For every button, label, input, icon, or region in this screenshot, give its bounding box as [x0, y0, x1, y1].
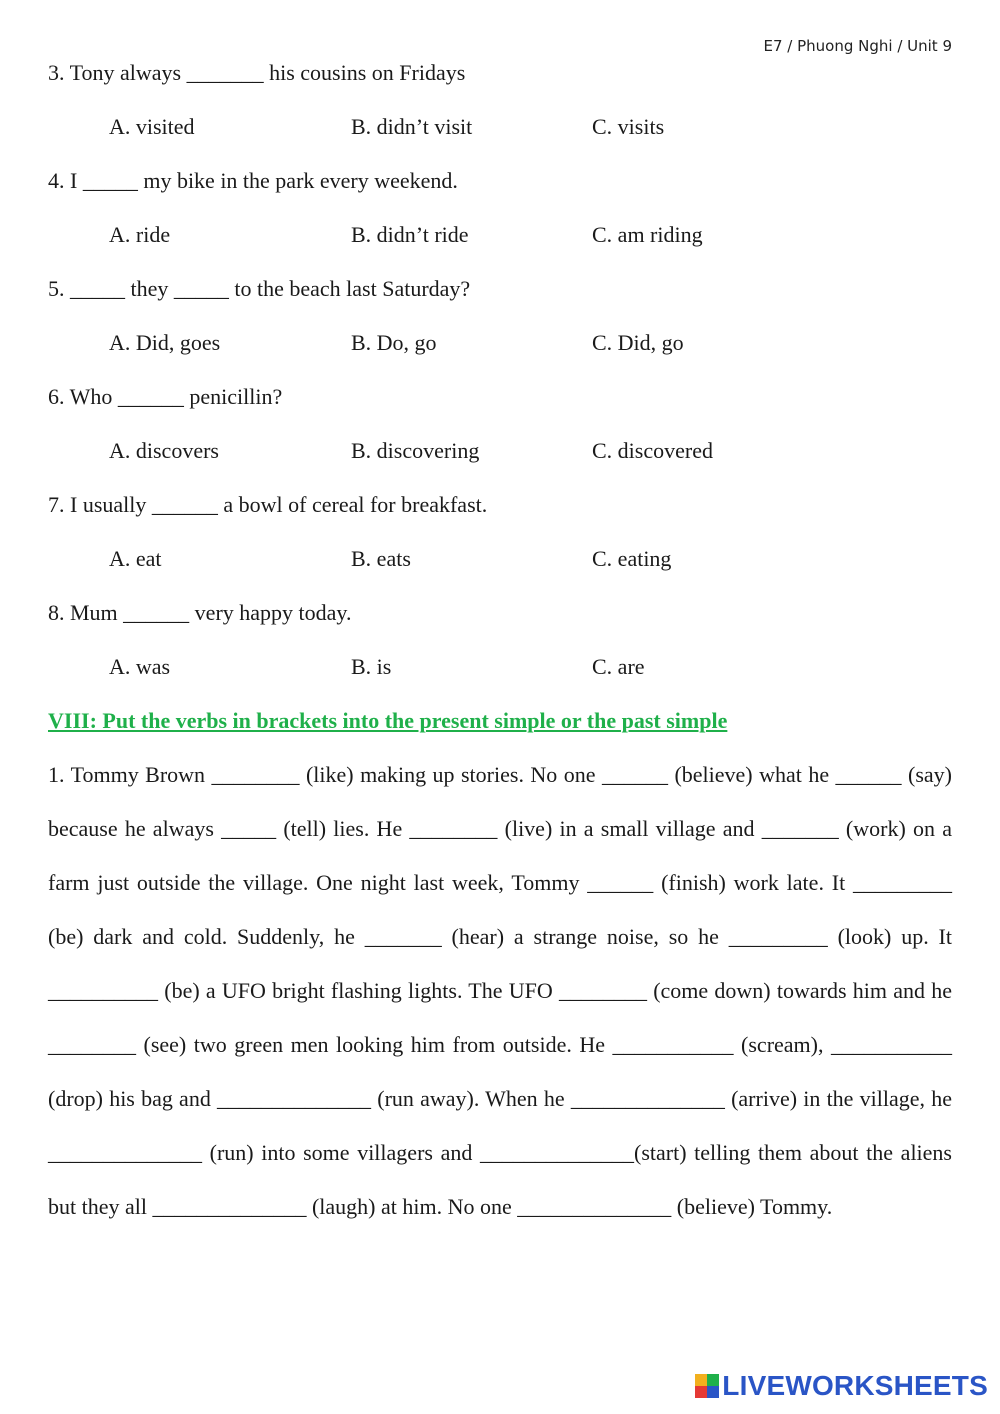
- options-row: [48, 112, 952, 166]
- option-c[interactable]: C. visits: [592, 114, 665, 139]
- option-b[interactable]: B. is: [351, 654, 392, 679]
- options-row: [48, 544, 952, 598]
- question-8: 8. Mum ______ very happy today.: [48, 600, 352, 625]
- liveworksheets-icon: [695, 1374, 719, 1398]
- question-4: 4. I _____ my bike in the park every weekend.: [48, 168, 458, 193]
- option-a[interactable]: A. ride: [109, 222, 171, 247]
- brand-name: LIVEWORKSHEETS: [722, 1370, 988, 1401]
- section-title: VIII: Put the verbs in brackets into the present simple or the past simple: [48, 708, 728, 733]
- question-3: 3. Tony always _______ his cousins on Fridays: [48, 60, 466, 85]
- option-b[interactable]: B. didn’t visit: [351, 114, 473, 139]
- option-a[interactable]: A. eat: [109, 546, 162, 571]
- worksheet-content: [48, 58, 952, 1234]
- question-5: 5. _____ they _____ to the beach last Saturday?: [48, 276, 471, 301]
- question-6: 6. Who ______ penicillin?: [48, 384, 283, 409]
- option-c[interactable]: C. discovered: [592, 438, 713, 463]
- option-b[interactable]: B. didn’t ride: [351, 222, 469, 247]
- option-b[interactable]: B. eats: [351, 546, 411, 571]
- options-row: [48, 436, 952, 490]
- options-row: [48, 220, 952, 274]
- option-b[interactable]: B. discovering: [351, 438, 480, 463]
- option-a[interactable]: A. Did, goes: [109, 330, 221, 355]
- liveworksheets-logo: [695, 1370, 988, 1402]
- options-row: [48, 328, 952, 382]
- option-c[interactable]: C. am riding: [592, 222, 703, 247]
- option-c[interactable]: C. are: [592, 654, 645, 679]
- option-c[interactable]: C. Did, go: [592, 330, 684, 355]
- question-7: 7. I usually ______ a bowl of cereal for breakfast.: [48, 492, 488, 517]
- option-a[interactable]: A. was: [109, 654, 171, 679]
- options-row: [48, 652, 952, 706]
- exercise-paragraph: 1. Tommy Brown ________ (like) making up stories. No one ______ (believe) what he ______ (say) because he always _____ (tell) lies. He ________ (live) in a small village and _______ (work) on a farm just outside the village. One night last week, Tommy ______ (finish) work late. It _________ (be) dark and cold. Suddenly, he _______ (hear) a strange noise, so he _________ (look) up. It __________ (be) a UFO bright flashing lights. The UFO ________ (come down) towards him and he ________ (see) two green men looking him from outside. He ___________ (scream), ___________ (drop) his bag and ______________ (run away). When he ______________ (arrive) in the village, he ______________ (run) into some villagers and ______________(start) telling them about the aliens but they all ______________ (laugh) at him. No one ______________ (believe) Tommy.: [48, 762, 952, 1219]
- option-c[interactable]: C. eating: [592, 546, 672, 571]
- option-b[interactable]: B. Do, go: [351, 330, 437, 355]
- header-note: E7 / Phuong Nghi / Unit 9: [763, 37, 952, 55]
- option-a[interactable]: A. visited: [109, 114, 195, 139]
- option-a[interactable]: A. discovers: [109, 438, 219, 463]
